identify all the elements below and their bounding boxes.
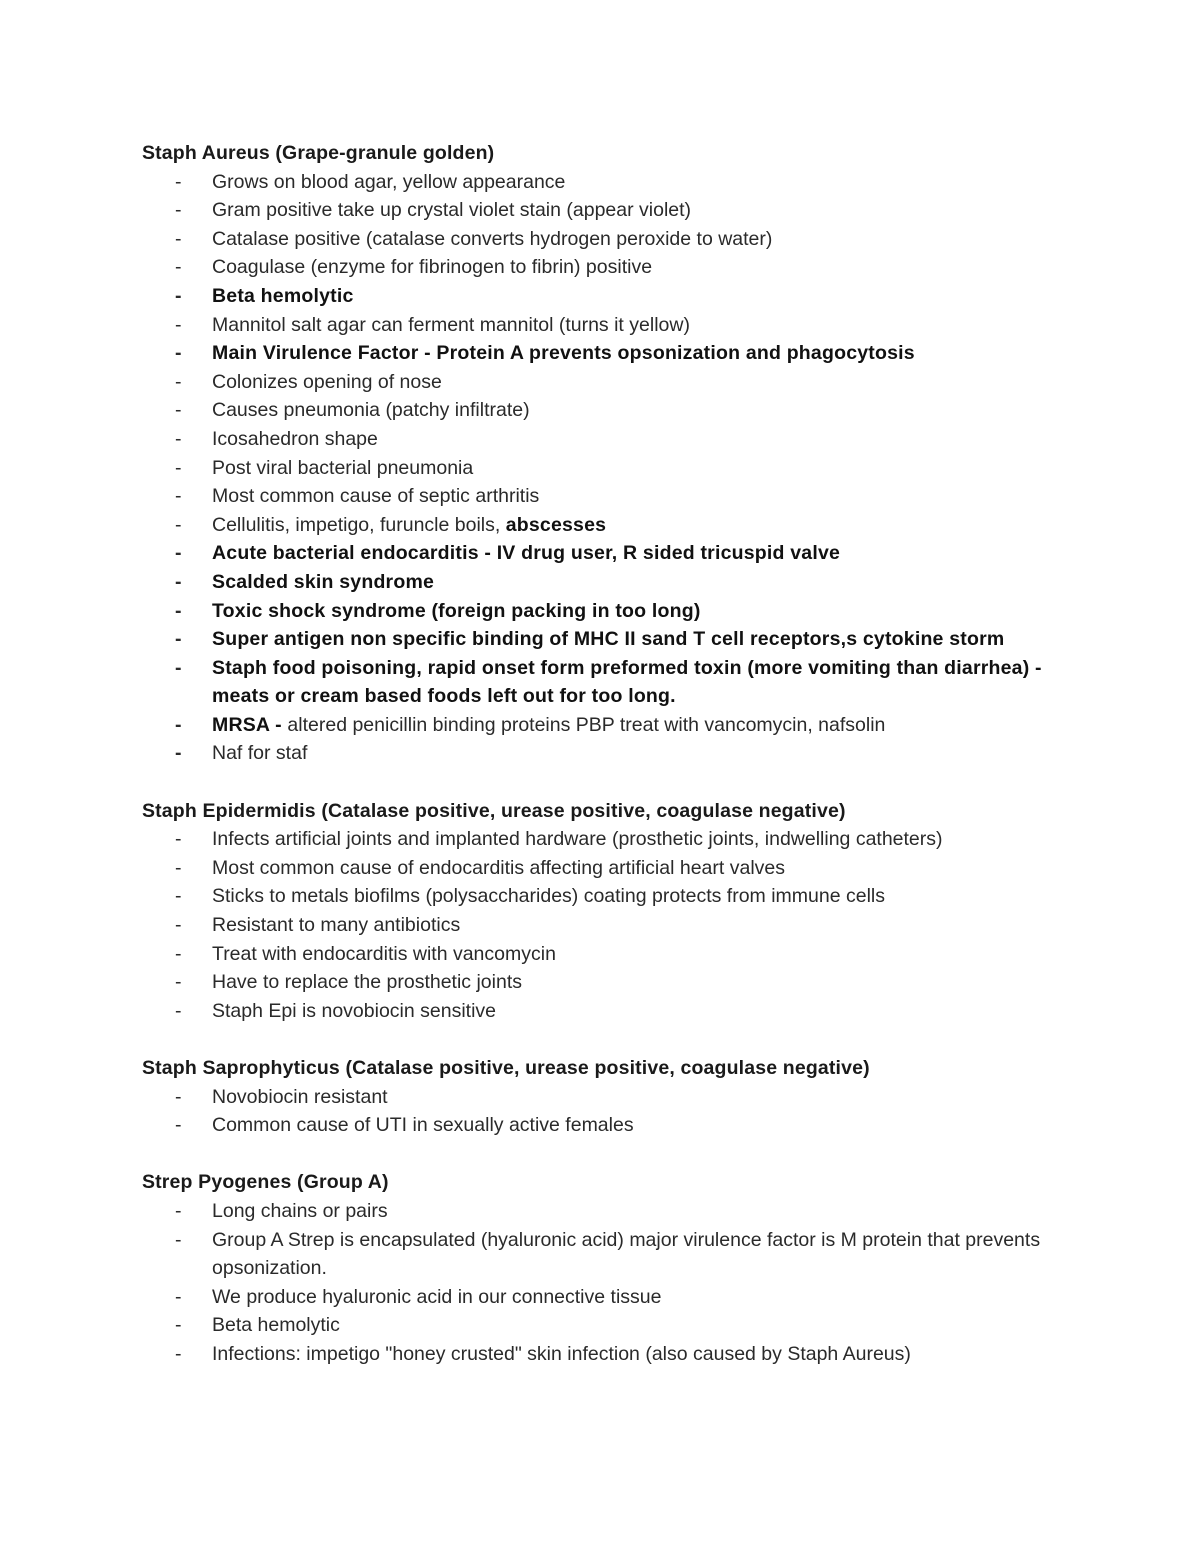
dash-bullet: - [175,628,182,651]
plain-text: Mannitol salt agar can ferment mannitol (turns it yellow) [212,313,690,336]
list-item [142,739,1062,768]
dash-bullet: - [175,542,182,565]
list-item-text [212,399,530,421]
dash-bullet: - [175,342,182,365]
list-item [142,968,1062,997]
list-item [142,425,1062,454]
dash-bullet: - [175,828,182,851]
plain-text: Sticks to metals biofilms (polysaccharides) coating protects from immune cells [212,885,885,908]
list-item-text [212,1286,661,1308]
dash-bullet: - [175,399,182,422]
plain-text: Colonizes opening of nose [212,370,442,393]
section-heading: Staph Epidermidis (Catalase positive, urease positive, coagulase negative) [142,799,846,822]
list-item-text [212,342,915,364]
dash-bullet: - [175,227,182,250]
dash-bullet: - [175,513,182,536]
list-item [142,1311,1062,1340]
list-item [142,1340,1062,1369]
section-heading: Staph Aureus (Grape-granule golden) [142,142,495,164]
list-item [142,1226,1062,1283]
dash-bullet: - [175,570,182,593]
dash-bullet: - [175,914,182,937]
list-item-text [212,514,606,536]
bullet-list [142,1197,1062,1369]
list-item-text [212,256,652,278]
list-item-text [212,714,885,736]
dash-bullet: - [175,999,182,1022]
plain-text: altered penicillin binding proteins PBP treat with vancomycin, nafsolin [287,713,886,736]
bold-text: Staph food poisoning, rapid onset form preformed toxin (more vomiting than diarrhea) - meats or cream based foods left out for too long. [212,656,1042,708]
list-item-text [212,457,473,479]
plain-text: Grows on blood agar, yellow appearance [212,170,566,193]
dash-bullet: - [175,199,182,222]
dash-bullet: - [175,427,182,450]
dash-bullet: - [175,485,182,508]
list-item [142,311,1062,340]
dash-bullet: - [175,313,182,336]
list-item-text [212,828,943,850]
list-item [142,997,1062,1026]
list-item-text [212,199,691,221]
dash-bullet: - [175,742,182,765]
list-item [142,1083,1062,1112]
list-item [142,1283,1062,1312]
dash-bullet: - [175,284,182,307]
plain-text: Long chains or pairs [212,1199,388,1222]
plain-text: Resistant to many antibiotics [212,914,461,937]
plain-text: Infects artificial joints and implanted hardware (prosthetic joints, indwelling catheters) [212,828,943,851]
list-item [142,539,1062,568]
dash-bullet: - [175,1314,182,1337]
bold-text: Super antigen non specific binding of MHC II sand T cell receptors,s cytokine storm [212,628,1005,651]
plain-text: We produce hyaluronic acid in our connective tissue [212,1285,662,1308]
list-item-text [212,371,442,393]
bullet-list [142,168,1062,768]
dash-bullet: - [175,1114,182,1137]
list-item [142,911,1062,940]
list-item-text [212,971,522,993]
bold-text: MRSA - [212,713,288,736]
bold-text: abscesses [505,513,607,536]
list-item [142,454,1062,483]
bold-text: Toxic shock syndrome (foreign packing in too long) [212,599,701,622]
dash-bullet: - [175,942,182,965]
document-page [142,139,1062,1397]
plain-text: Most common cause of septic arthritis [212,485,540,508]
list-item [142,1197,1062,1226]
plain-text: Icosahedron shape [212,427,378,450]
bold-text: Beta hemolytic [212,284,354,307]
section [142,797,1062,1026]
list-item-text [212,943,556,965]
list-item-text [212,1343,911,1365]
dash-bullet: - [175,456,182,479]
list-item [142,940,1062,969]
list-item-text [212,485,539,507]
plain-text: Post viral bacterial pneumonia [212,456,474,479]
list-item-text [212,571,434,593]
list-item [142,253,1062,282]
list-item-text [212,1114,634,1136]
list-item-text [212,1229,1040,1280]
dash-bullet: - [175,856,182,879]
plain-text: Infections: impetigo "honey crusted" skin infection (also caused by Staph Aureus) [212,1342,911,1365]
plain-text: Causes pneumonia (patchy infiltrate) [212,399,530,422]
dash-bullet: - [175,170,182,193]
dash-bullet: - [175,1085,182,1108]
list-item [142,711,1062,740]
dash-bullet: - [175,599,182,622]
list-item-text [212,742,307,764]
list-item-text [212,1000,496,1022]
section-heading: Staph Saprophyticus (Catalase positive, urease positive, coagulase negative) [142,1057,870,1079]
list-item [142,196,1062,225]
plain-text: Beta hemolytic [212,1314,340,1337]
dash-bullet: - [175,256,182,279]
plain-text: Coagulase (enzyme for fibrinogen to fibrin) positive [212,256,653,279]
section [142,1168,1062,1368]
list-item-text [212,428,378,450]
list-item [142,225,1062,254]
plain-text: Cellulitis, impetigo, furuncle boils, [212,513,506,536]
list-item-text [212,285,354,307]
list-item-text [212,1086,388,1108]
list-item-text [212,228,772,250]
section-heading: Strep Pyogenes (Group A) [142,1171,389,1194]
dash-bullet: - [175,1285,182,1308]
dash-bullet: - [175,1228,182,1251]
list-item-text [212,657,1042,708]
list-item [142,168,1062,197]
plain-text: Most common cause of endocarditis affecting artificial heart valves [212,856,785,879]
dash-bullet: - [175,370,182,393]
plain-text: Group A Strep is encapsulated (hyaluronic acid) major virulence factor is M protein that prevents opsonization. [212,1228,1041,1280]
section [142,139,1062,768]
plain-text: Catalase positive (catalase converts hydrogen peroxide to water) [212,227,773,250]
list-item [142,368,1062,397]
list-item-text [212,1314,340,1336]
section [142,1054,1062,1140]
dash-bullet: - [175,656,182,679]
list-item-text [212,1200,388,1222]
list-item-text [212,857,785,879]
plain-text: Novobiocin resistant [212,1085,388,1108]
dash-bullet: - [175,885,182,908]
plain-text: Gram positive take up crystal violet stain (appear violet) [212,199,692,222]
list-item-text [212,914,460,936]
bold-text: Acute bacterial endocarditis - IV drug user, R sided tricuspid valve [212,542,841,565]
list-item-text [212,600,701,622]
list-item-text [212,542,840,564]
plain-text: Have to replace the prosthetic joints [212,971,523,994]
list-item [142,654,1062,711]
plain-text: Common cause of UTI in sexually active females [212,1114,634,1137]
plain-text: Treat with endocarditis with vancomycin [212,942,556,965]
bold-text: Main Virulence Factor - Protein A prevents opsonization and phagocytosis [212,342,915,365]
list-item-text [212,885,885,907]
bold-text: Scalded skin syndrome [212,570,435,593]
dash-bullet: - [175,1199,182,1222]
bullet-list [142,1083,1062,1140]
list-item [142,625,1062,654]
plain-text: Staph Epi is novobiocin sensitive [212,999,496,1022]
bullet-list [142,825,1062,1025]
list-item-text [212,628,1004,650]
list-item-text [212,314,690,336]
list-item [142,882,1062,911]
list-item [142,1111,1062,1140]
list-item [142,511,1062,540]
list-item [142,854,1062,883]
list-item [142,568,1062,597]
list-item [142,825,1062,854]
list-item [142,597,1062,626]
list-item [142,339,1062,368]
list-item [142,396,1062,425]
dash-bullet: - [175,971,182,994]
dash-bullet: - [175,713,182,736]
list-item [142,282,1062,311]
plain-text: Naf for staf [212,742,308,765]
dash-bullet: - [175,1342,182,1365]
list-item-text [212,171,565,193]
list-item [142,482,1062,511]
